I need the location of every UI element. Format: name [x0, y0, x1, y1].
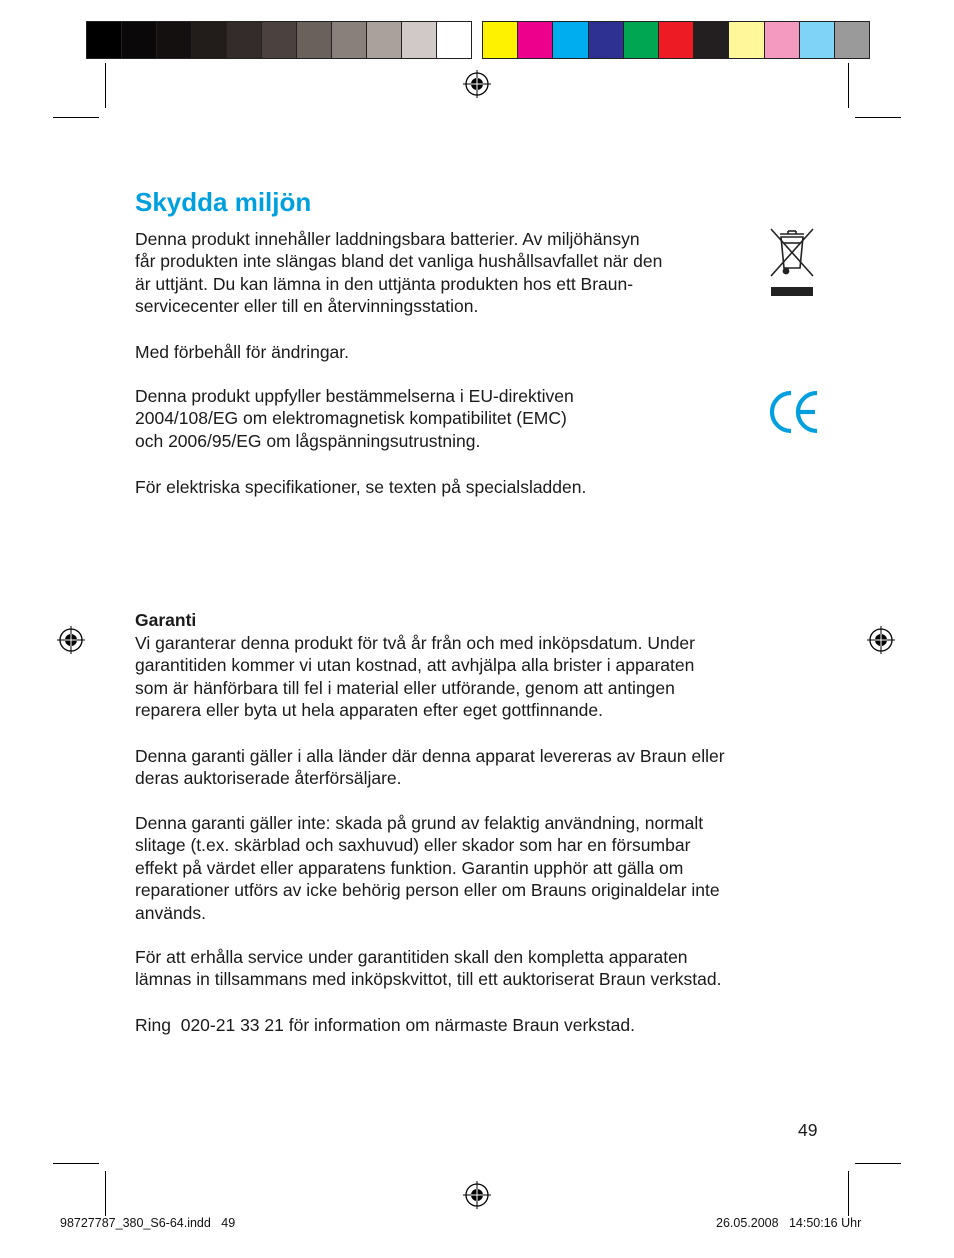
color-swatch	[589, 22, 624, 58]
guarantee-paragraph: Denna garanti gäller i alla länder där denna apparat levereras av Braun eller deras auktoriserade återförsäljare.	[135, 746, 725, 789]
weee-crossed-bin-icon	[768, 226, 816, 298]
guarantee-paragraph: Vi garanterar denna produkt för två år från och med inköpsdatum. Under garantitiden kommer vi utan kostnad, att avhjälpa alla brister i apparaten som är hänförbara till fel i material eller utförande, genom att antingen reparera eller byta ut hela apparaten efter eget gottfinnande.	[135, 633, 695, 721]
registration-mark-icon	[57, 626, 85, 654]
page-number: 49	[798, 1120, 818, 1140]
crop-mark	[105, 1171, 106, 1216]
color-swatch	[332, 22, 367, 58]
color-swatch	[367, 22, 402, 58]
color-swatch	[157, 22, 192, 58]
guarantee-paragraph: Denna garanti gäller inte: skada på grund av felaktig användning, normalt slitage (t.ex. skärblad och saxhuvud) eller skador som har en försumbar effekt på värdet eller apparatens funktion. Garantin upphör att gälla om reparationer utförs av icke behörig person eller om Brauns originaldelar inte används.	[135, 813, 720, 923]
crop-mark	[848, 1171, 849, 1216]
color-swatch	[694, 22, 729, 58]
grayscale-color-bar	[86, 21, 472, 59]
color-swatch	[262, 22, 297, 58]
color-swatch	[437, 22, 471, 58]
crop-mark	[848, 63, 849, 108]
guarantee-title: Garanti	[135, 610, 197, 630]
color-swatch	[765, 22, 800, 58]
color-swatch	[297, 22, 332, 58]
registration-mark-icon	[867, 626, 895, 654]
color-swatch	[624, 22, 659, 58]
crop-mark	[105, 63, 106, 108]
color-swatch	[553, 22, 588, 58]
crop-mark	[855, 1163, 901, 1164]
color-swatch	[122, 22, 157, 58]
color-swatch	[87, 22, 122, 58]
electrical-spec-paragraph: För elektriska specifikationer, se texten på specialsladden.	[135, 477, 587, 497]
ce-mark-icon	[769, 389, 821, 435]
registration-mark-icon	[463, 70, 491, 98]
file-slug: 98727787_380_S6-64.indd 49	[60, 1216, 236, 1230]
color-swatch	[402, 22, 437, 58]
section-title: Skydda miljön	[135, 187, 312, 217]
color-swatch	[227, 22, 262, 58]
date-slug: 26.05.2008 14:50:16 Uhr	[716, 1216, 862, 1230]
color-swatch	[192, 22, 227, 58]
registration-mark-icon	[463, 1181, 491, 1209]
crop-mark	[53, 1163, 99, 1164]
color-swatch	[729, 22, 764, 58]
guarantee-paragraph: För att erhålla service under garantitiden skall den kompletta apparaten lämnas in tillsammans med inköpskvittot, till ett auktoriserat Braun verkstad.	[135, 947, 722, 990]
process-color-bar	[482, 21, 870, 59]
color-swatch	[518, 22, 553, 58]
color-swatch	[835, 22, 869, 58]
guarantee-contact-paragraph: Ring 020-21 33 21 för information om närmaste Braun verkstad.	[135, 1015, 635, 1035]
color-swatch	[800, 22, 835, 58]
color-swatch	[659, 22, 694, 58]
environment-paragraph: Denna produkt innehåller laddningsbara batterier. Av miljöhänsyn får produkten inte slängas bland det vanliga hushållsavfallet när den är uttjänt. Du kan lämna in den uttjänta produkten hos ett Braun- servicecenter eller till en återvinningsstation.	[135, 229, 663, 317]
eu-directive-paragraph: Denna produkt uppfyller bestämmelserna i EU-direktiven 2004/108/EG om elektromagnetisk kompatibilitet (EMC) och 2006/95/EG om lågspänningsutrustning.	[135, 386, 574, 451]
reservation-paragraph: Med förbehåll för ändringar.	[135, 342, 350, 362]
crop-mark	[855, 117, 901, 118]
color-swatch	[483, 22, 518, 58]
crop-mark	[53, 117, 99, 118]
